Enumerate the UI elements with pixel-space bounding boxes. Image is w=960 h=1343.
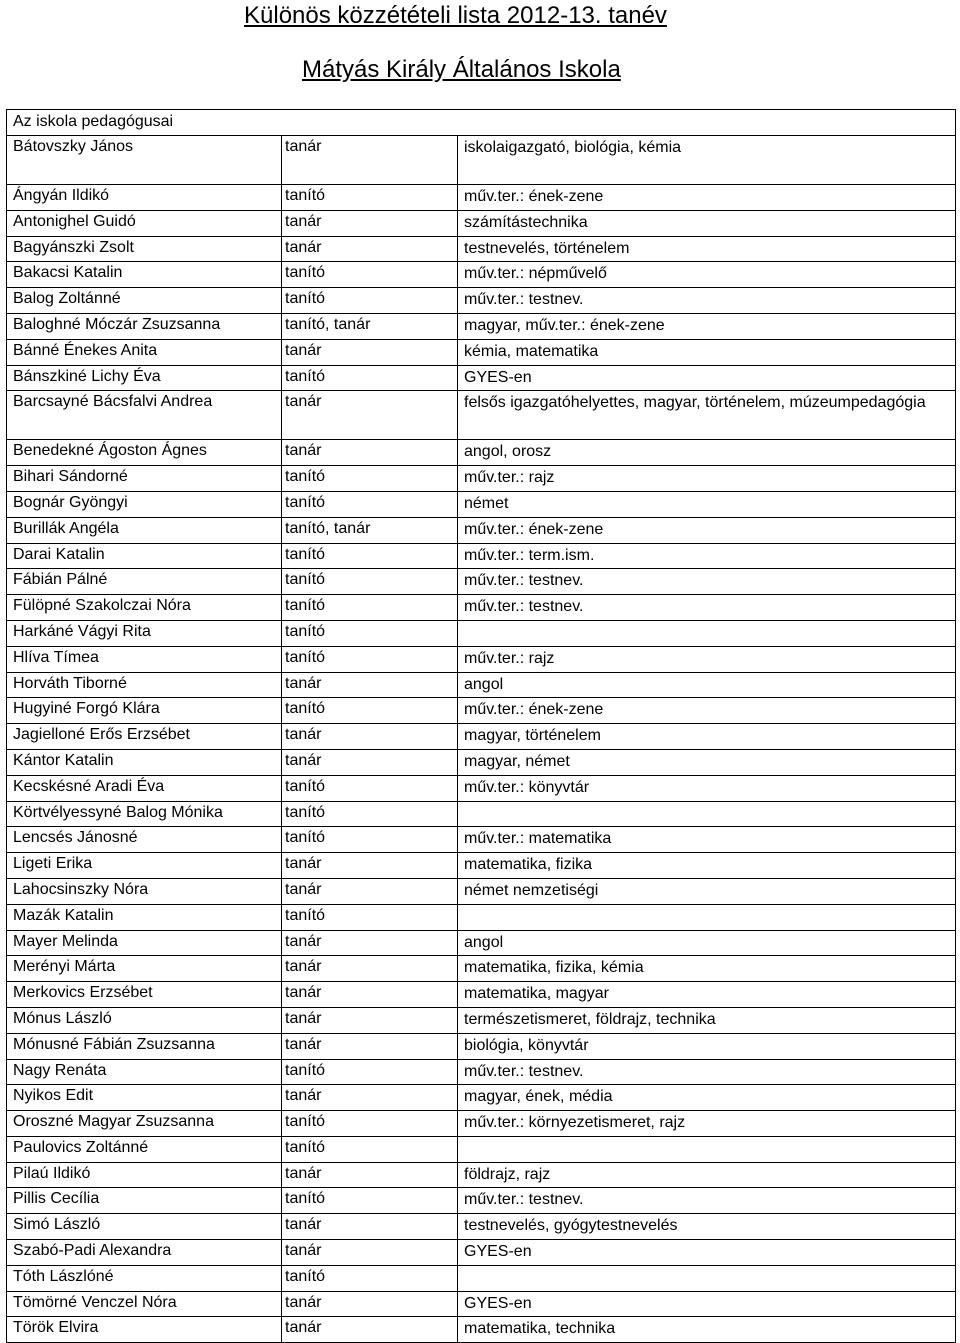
teacher-subject: angol, orosz xyxy=(458,440,956,466)
teacher-name: Harkáné Vágyi Rita xyxy=(7,620,282,646)
teacher-subject: műv.ter.: ének-zene xyxy=(458,517,956,543)
teacher-subject: számítástechnika xyxy=(458,210,956,236)
teacher-role: tanár xyxy=(282,749,458,775)
teacher-subject: matematika, fizika xyxy=(458,853,956,879)
teacher-role: tanító xyxy=(282,491,458,517)
teacher-name: Szabó-Padi Alexandra xyxy=(7,1240,282,1266)
teacher-name: Bánszkiné Lichy Éva xyxy=(7,365,282,391)
table-row xyxy=(7,930,956,956)
teacher-role: tanító xyxy=(282,620,458,646)
teacher-role: tanár xyxy=(282,1033,458,1059)
table-row xyxy=(7,698,956,724)
teacher-role: tanár xyxy=(282,1240,458,1266)
teacher-role: tanár xyxy=(282,210,458,236)
table-row xyxy=(7,569,956,595)
table-row xyxy=(7,136,956,185)
teacher-name: Bakacsi Katalin xyxy=(7,262,282,288)
teacher-role: tanító xyxy=(282,1265,458,1291)
staff-table xyxy=(6,109,956,1343)
table-row xyxy=(7,853,956,879)
teacher-name: Nagy Renáta xyxy=(7,1059,282,1085)
teacher-name: Bánné Énekes Anita xyxy=(7,339,282,365)
table-row xyxy=(7,801,956,827)
school-name: Mátyás Király Általános Iskola xyxy=(302,56,621,83)
table-row xyxy=(7,236,956,262)
teacher-role: tanító xyxy=(282,365,458,391)
table-row xyxy=(7,185,956,211)
teacher-subject: műv.ter.: ének-zene xyxy=(458,698,956,724)
teacher-role: tanár xyxy=(282,956,458,982)
teacher-subject: matematika, magyar xyxy=(458,982,956,1008)
teacher-name: Oroszné Magyar Zsuzsanna xyxy=(7,1111,282,1137)
teacher-subject: magyar, történelem xyxy=(458,724,956,750)
teacher-subject: iskolaigazgató, biológia, kémia xyxy=(458,136,956,185)
teacher-subject: műv.ter.: testnev. xyxy=(458,595,956,621)
teacher-role: tanító xyxy=(282,827,458,853)
teacher-name: Jagielloné Erős Erzsébet xyxy=(7,724,282,750)
section-header-row xyxy=(7,110,956,136)
teacher-role: tanár xyxy=(282,236,458,262)
teacher-name: Nyikos Edit xyxy=(7,1085,282,1111)
teacher-role: tanító xyxy=(282,775,458,801)
teacher-name: Fábián Pálné xyxy=(7,569,282,595)
teacher-subject: műv.ter.: testnev. xyxy=(458,1059,956,1085)
teacher-subject: műv.ter.: testnev. xyxy=(458,1188,956,1214)
teacher-name: Merkovics Erzsébet xyxy=(7,982,282,1008)
table-row xyxy=(7,620,956,646)
table-row xyxy=(7,1240,956,1266)
teacher-subject: matematika, technika xyxy=(458,1317,956,1343)
teacher-role: tanító xyxy=(282,904,458,930)
teacher-role: tanító xyxy=(282,185,458,211)
teacher-role: tanító xyxy=(282,569,458,595)
teacher-name: Fülöpné Szakolczai Nóra xyxy=(7,595,282,621)
table-row xyxy=(7,262,956,288)
teacher-role: tanár xyxy=(282,1214,458,1240)
teacher-role: tanár xyxy=(282,136,458,185)
table-row xyxy=(7,982,956,1008)
table-row xyxy=(7,646,956,672)
teacher-role: tanító xyxy=(282,698,458,724)
table-row xyxy=(7,749,956,775)
teacher-role: tanár xyxy=(282,930,458,956)
table-row xyxy=(7,1188,956,1214)
teacher-name: Körtvélyessyné Balog Mónika xyxy=(7,801,282,827)
teacher-role: tanító xyxy=(282,288,458,314)
title-block xyxy=(0,0,960,108)
table-row xyxy=(7,491,956,517)
teacher-name: Barcsayné Bácsfalvi Andrea xyxy=(7,391,282,440)
table-row xyxy=(7,288,956,314)
teacher-subject: műv.ter.: környezetismeret, rajz xyxy=(458,1111,956,1137)
teacher-role: tanár xyxy=(282,1291,458,1317)
teacher-name: Mayer Melinda xyxy=(7,930,282,956)
table-row xyxy=(7,1033,956,1059)
teacher-name: Bátovszky János xyxy=(7,136,282,185)
teacher-name: Lahocsinszky Nóra xyxy=(7,878,282,904)
teacher-subject: földrajz, rajz xyxy=(458,1162,956,1188)
table-row xyxy=(7,827,956,853)
teacher-subject: műv.ter.: term.ism. xyxy=(458,543,956,569)
teacher-name: Lencsés Jánosné xyxy=(7,827,282,853)
table-row xyxy=(7,1162,956,1188)
table-row xyxy=(7,724,956,750)
teacher-role: tanár xyxy=(282,672,458,698)
staff-table-body xyxy=(7,110,956,1343)
teacher-name: Bagyánszki Zsolt xyxy=(7,236,282,262)
teacher-subject xyxy=(458,1136,956,1162)
teacher-name: Pilaú Ildikó xyxy=(7,1162,282,1188)
teacher-subject: műv.ter.: rajz xyxy=(458,466,956,492)
teacher-subject: GYES-en xyxy=(458,1291,956,1317)
teacher-role: tanár xyxy=(282,724,458,750)
teacher-name: Benedekné Ágoston Ágnes xyxy=(7,440,282,466)
teacher-role: tanító xyxy=(282,543,458,569)
teacher-subject: testnevelés, történelem xyxy=(458,236,956,262)
table-row xyxy=(7,313,956,339)
teacher-name: Simó László xyxy=(7,1214,282,1240)
teacher-subject xyxy=(458,620,956,646)
teacher-subject: műv.ter.: matematika xyxy=(458,827,956,853)
table-row xyxy=(7,1111,956,1137)
teacher-subject xyxy=(458,801,956,827)
teacher-subject: GYES-en xyxy=(458,365,956,391)
table-row xyxy=(7,1265,956,1291)
table-row xyxy=(7,672,956,698)
teacher-role: tanító xyxy=(282,466,458,492)
teacher-subject: német nemzetiségi xyxy=(458,878,956,904)
teacher-name: Kántor Katalin xyxy=(7,749,282,775)
teacher-name: Mónus László xyxy=(7,1007,282,1033)
table-row xyxy=(7,1214,956,1240)
teacher-role: tanító xyxy=(282,646,458,672)
teacher-subject: magyar, német xyxy=(458,749,956,775)
teacher-name: Balog Zoltánné xyxy=(7,288,282,314)
teacher-subject: kémia, matematika xyxy=(458,339,956,365)
teacher-subject: angol xyxy=(458,672,956,698)
teacher-name: Mónusné Fábián Zsuzsanna xyxy=(7,1033,282,1059)
teacher-role: tanító xyxy=(282,1111,458,1137)
teacher-subject xyxy=(458,1265,956,1291)
table-row xyxy=(7,878,956,904)
teacher-subject: természetismeret, földrajz, technika xyxy=(458,1007,956,1033)
teacher-name: Paulovics Zoltánné xyxy=(7,1136,282,1162)
table-row xyxy=(7,339,956,365)
table-row xyxy=(7,904,956,930)
table-row xyxy=(7,466,956,492)
teacher-name: Baloghné Móczár Zsuzsanna xyxy=(7,313,282,339)
teacher-subject xyxy=(458,904,956,930)
teacher-name: Bihari Sándorné xyxy=(7,466,282,492)
teacher-role: tanító xyxy=(282,1059,458,1085)
teacher-role: tanár xyxy=(282,1162,458,1188)
teacher-role: tanító xyxy=(282,595,458,621)
teacher-name: Hlíva Tímea xyxy=(7,646,282,672)
teacher-subject: testnevelés, gyógytestnevelés xyxy=(458,1214,956,1240)
teacher-role: tanár xyxy=(282,1085,458,1111)
table-row xyxy=(7,1007,956,1033)
table-row xyxy=(7,1085,956,1111)
teacher-role: tanár xyxy=(282,339,458,365)
teacher-subject: műv.ter.: népművelő xyxy=(458,262,956,288)
table-row xyxy=(7,210,956,236)
teacher-role: tanár xyxy=(282,982,458,1008)
teacher-role: tanító xyxy=(282,262,458,288)
table-row xyxy=(7,1059,956,1085)
teacher-subject: német xyxy=(458,491,956,517)
teacher-role: tanár xyxy=(282,1007,458,1033)
teacher-subject: magyar, műv.ter.: ének-zene xyxy=(458,313,956,339)
teacher-role: tanító, tanár xyxy=(282,313,458,339)
teacher-name: Bognár Gyöngyi xyxy=(7,491,282,517)
table-row xyxy=(7,956,956,982)
teacher-subject: műv.ter.: könyvtár xyxy=(458,775,956,801)
teacher-subject: felsős igazgatóhelyettes, magyar, történelem, múzeumpedagógia xyxy=(458,391,956,440)
teacher-subject: műv.ter.: testnev. xyxy=(458,569,956,595)
table-row xyxy=(7,595,956,621)
teacher-name: Darai Katalin xyxy=(7,543,282,569)
teacher-name: Burillák Angéla xyxy=(7,517,282,543)
teacher-role: tanító xyxy=(282,1188,458,1214)
teacher-subject: műv.ter.: rajz xyxy=(458,646,956,672)
table-row xyxy=(7,1136,956,1162)
teacher-subject: GYES-en xyxy=(458,1240,956,1266)
teacher-subject: műv.ter.: ének-zene xyxy=(458,185,956,211)
teacher-name: Mazák Katalin xyxy=(7,904,282,930)
table-row xyxy=(7,775,956,801)
teacher-name: Merényi Márta xyxy=(7,956,282,982)
teacher-name: Török Elvira xyxy=(7,1317,282,1343)
table-row xyxy=(7,391,956,440)
teacher-role: tanító xyxy=(282,1136,458,1162)
teacher-name: Kecskésné Aradi Éva xyxy=(7,775,282,801)
section-heading: Az iskola pedagógusai xyxy=(7,110,956,136)
table-row xyxy=(7,1291,956,1317)
teacher-subject: angol xyxy=(458,930,956,956)
teacher-role: tanár xyxy=(282,391,458,440)
table-row xyxy=(7,543,956,569)
teacher-name: Antonighel Guidó xyxy=(7,210,282,236)
table-row xyxy=(7,1317,956,1343)
table-row xyxy=(7,365,956,391)
teacher-role: tanár xyxy=(282,878,458,904)
teacher-subject: magyar, ének, média xyxy=(458,1085,956,1111)
teacher-name: Pillis Cecília xyxy=(7,1188,282,1214)
teacher-subject: biológia, könyvtár xyxy=(458,1033,956,1059)
teacher-name: Horváth Tiborné xyxy=(7,672,282,698)
teacher-name: Ligeti Erika xyxy=(7,853,282,879)
teacher-role: tanár xyxy=(282,853,458,879)
table-row xyxy=(7,517,956,543)
teacher-role: tanító, tanár xyxy=(282,517,458,543)
teacher-name: Ángyán Ildikó xyxy=(7,185,282,211)
teacher-subject: műv.ter.: testnev. xyxy=(458,288,956,314)
teacher-name: Hugyiné Forgó Klára xyxy=(7,698,282,724)
teacher-role: tanár xyxy=(282,1317,458,1343)
teacher-name: Tóth Lászlóné xyxy=(7,1265,282,1291)
teacher-role: tanító xyxy=(282,801,458,827)
teacher-subject: matematika, fizika, kémia xyxy=(458,956,956,982)
teacher-name: Tömörné Venczel Nóra xyxy=(7,1291,282,1317)
document-title: Különös közzétételi lista 2012-13. tanév xyxy=(244,2,667,29)
teacher-role: tanár xyxy=(282,440,458,466)
table-row xyxy=(7,440,956,466)
